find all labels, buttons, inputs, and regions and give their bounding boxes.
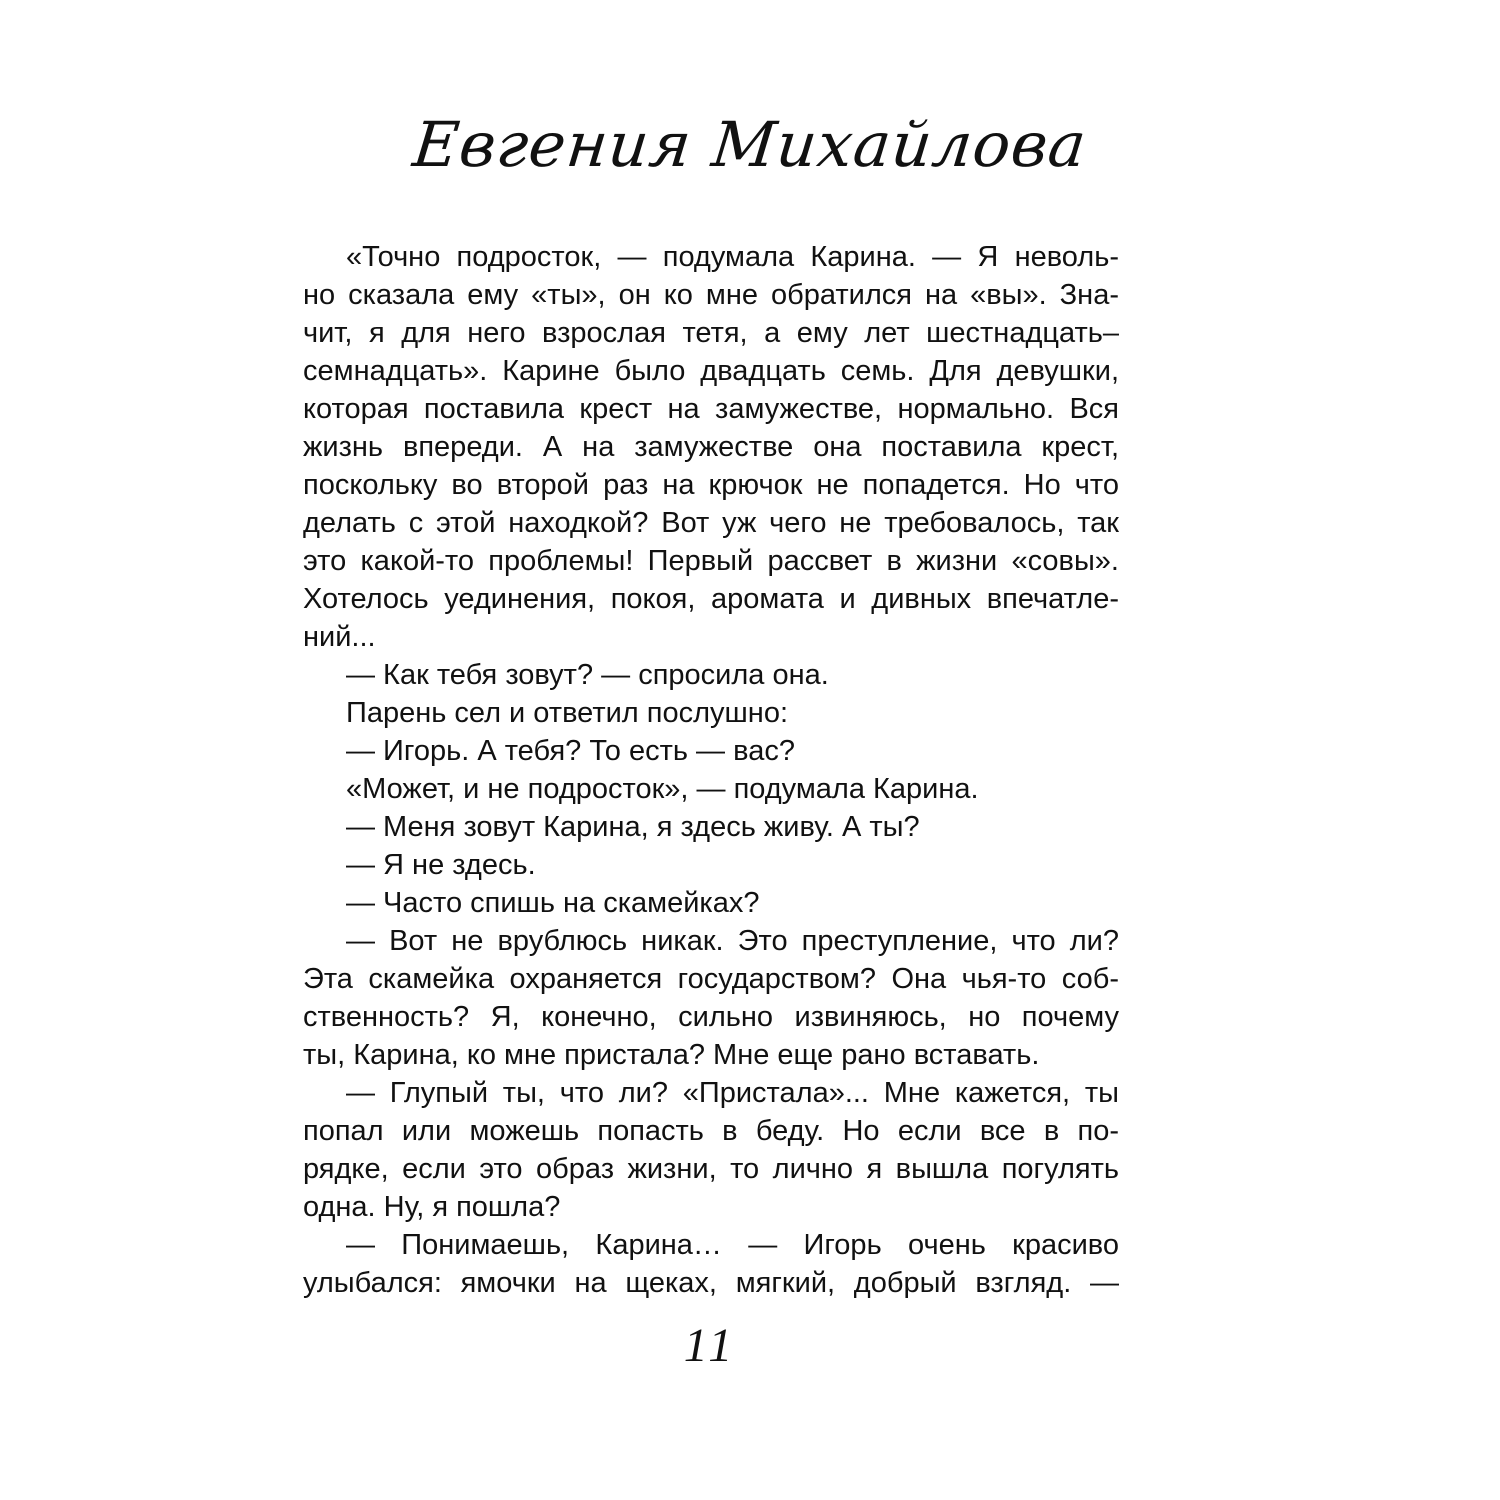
text-line: поскольку во второй раз на крючок не попадется. Но что [303, 469, 1119, 501]
text-line: рядке, если это образ жизни, то лично я вышла погулять [303, 1153, 1119, 1185]
text-line: которая поставила крест на замужестве, нормально. Вся [303, 393, 1119, 425]
text-line: делать с этой находкой? Вот уж чего не требовалось, так [303, 507, 1119, 539]
body-text [303, 238, 1119, 1302]
text-line: чит, я для него взрослая тетя, а ему лет шестнадцать– [303, 317, 1119, 349]
text-line: Хотелось уединения, покоя, аромата и дивных впечатле- [303, 583, 1119, 615]
text-line: улыбался: ямочки на щеках, мягкий, добрый взгляд. — [303, 1267, 1119, 1299]
text-line: — Я не здесь. [346, 849, 536, 881]
page-number: 11 [683, 1319, 737, 1372]
text-line: Эта скамейка охраняется государством? Она чья-то соб- [303, 963, 1119, 995]
text-line: это какой-то проблемы! Первый рассвет в жизни «совы». [303, 545, 1119, 577]
text-line: семнадцать». Карине было двадцать семь. Для девушки, [303, 355, 1119, 387]
text-line: одна. Ну, я пошла? [303, 1191, 561, 1223]
running-header-author: Евгения Михайлова [409, 108, 1091, 181]
text-line: — Понимаешь, Карина… — Игорь очень красиво [346, 1229, 1119, 1261]
text-line: — Меня зовут Карина, я здесь живу. А ты? [346, 811, 920, 843]
text-line: «Точно подросток, — подумала Карина. — Я неволь- [346, 241, 1119, 273]
text-line: но сказала ему «ты», он ко мне обратился на «вы». Зна- [303, 279, 1119, 311]
text-line: — Глупый ты, что ли? «Пристала»... Мне кажется, ты [346, 1077, 1119, 1109]
text-line: Парень сел и ответил послушно: [346, 697, 789, 729]
text-line: — Часто спишь на скамейках? [346, 887, 760, 919]
text-line: ственность? Я, конечно, сильно извиняюсь, но почему [303, 1001, 1119, 1033]
text-line: «Может, и не подросток», — подумала Карина. [346, 773, 979, 805]
text-line: — Вот не врублюсь никак. Это преступление, что ли? [346, 925, 1119, 957]
text-line: попал или можешь попасть в беду. Но если все в по- [303, 1115, 1119, 1147]
text-line: — Игорь. А тебя? То есть — вас? [346, 735, 795, 767]
text-line: жизнь впереди. А на замужестве она поставила крест, [303, 431, 1119, 463]
text-line: ний... [303, 621, 376, 653]
text-line: ты, Карина, ко мне пристала? Мне еще рано вставать. [303, 1039, 1040, 1071]
text-line: — Как тебя зовут? — спросила она. [346, 659, 829, 691]
